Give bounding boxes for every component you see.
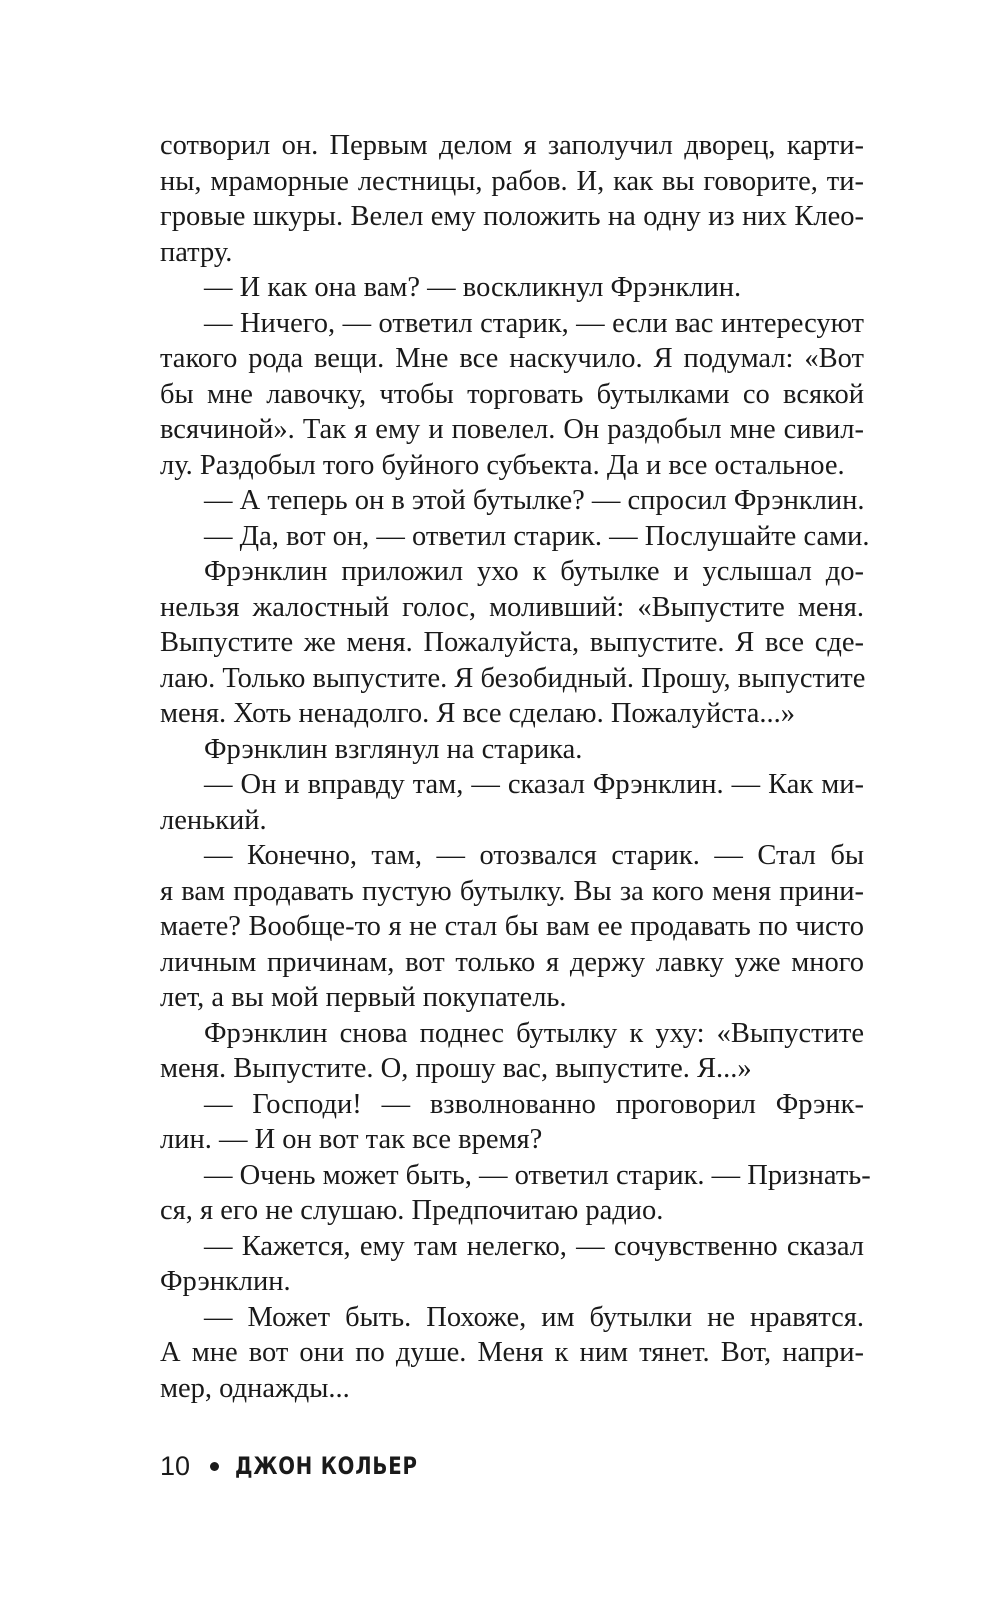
text-line: бы мне лавочку, чтобы торговать бутылками со всякой (160, 378, 864, 410)
running-head-author: ДЖОН КОЛЬЕР (235, 1452, 418, 1480)
text-line: меня. Выпустите. О, прошу вас, выпустите. Я...» (160, 1053, 752, 1084)
text-line: маете? Вообще-то я не стал бы вам ее продавать по чисто (160, 911, 864, 942)
text-line: лаю. Только выпустите. Я безобидный. Прошу, выпустите (160, 662, 866, 694)
bullet-separator-icon (210, 1462, 219, 1471)
text-line: Фрэнклин взглянул на старика. (204, 733, 583, 765)
text-line: — Господи! — взволнованно проговорил Фрэнк- (204, 1088, 864, 1120)
text-line: гровые шкуры. Велел ему положить на одну из них Клео- (160, 201, 864, 232)
text-line: А мне вот они по душе. Меня к ним тянет. Вот, напри- (160, 1337, 864, 1368)
text-line: Фрэнклин. (160, 1266, 291, 1297)
text-line: лет, а вы мой первый покупатель. (160, 982, 567, 1013)
text-line: такого рода вещи. Мне все наскучило. Я подумал: «Вот (160, 343, 864, 374)
text-line: всячиной». Так я ему и повелел. Он раздобыл мне сивил- (160, 414, 864, 445)
text-line: патру. (160, 236, 233, 268)
text-line: нельзя жалостный голос, моливший: «Выпустите меня. (160, 591, 864, 623)
text-line: Фрэнклин снова поднес бутылку к уху: «Выпустите (204, 1017, 864, 1049)
text-line: меня. Хоть ненадолго. Я все сделаю. Пожалуйста...» (160, 698, 795, 729)
text-line: ны, мраморные лестницы, рабов. И, как вы говорите, ти- (160, 165, 864, 197)
page-body-text (160, 128, 871, 1406)
text-line: — Кажется, ему там нелегко, — сочувственно сказал (204, 1230, 864, 1262)
text-line: — И как она вам? — воскликнул Фрэнклин. (204, 272, 742, 303)
text-line: сотворил он. Первым делом я заполучил дворец, карти- (160, 130, 864, 161)
text-line: я вам продавать пустую бутылку. Вы за кого меня прини- (160, 875, 864, 907)
text-line: Фрэнклин приложил ухо к бутылке и услышал до- (204, 556, 864, 587)
text-line: — Конечно, там, — отозвался старик. — Стал бы (204, 840, 864, 871)
text-line: лин. — И он вот так все время? (160, 1124, 543, 1155)
text-line: — Может быть. Похоже, им бутылки не нравятся. (204, 1301, 864, 1333)
text-line: мер, однажды... (160, 1372, 350, 1404)
text-line: ся, я его не слушаю. Предпочитаю радио. (160, 1195, 664, 1226)
text-line: — Ничего, — ответил старик, — если вас интересуют (204, 307, 864, 339)
text-line: — А теперь он в этой бутылке? — спросил Фрэнклин. (204, 485, 865, 516)
text-line: — Он и вправду там, — сказал Фрэнклин. — Как ми- (204, 769, 864, 800)
page-number: 10 (160, 1450, 191, 1481)
text-line: личным причинам, вот только я держу лавку уже много (160, 946, 864, 978)
text-line: Выпустите же меня. Пожалуйста, выпустите. Я все сде- (160, 627, 864, 658)
text-line: — Очень может быть, — ответил старик. — Признать- (204, 1159, 871, 1191)
text-line: лу. Раздобыл того буйного субъекта. Да и все остальное. (160, 449, 845, 481)
text-line: — Да, вот он, — ответил старик. — Послушайте сами. (204, 520, 870, 552)
page-footer (160, 1446, 458, 1486)
text-line: ленький. (160, 804, 267, 836)
